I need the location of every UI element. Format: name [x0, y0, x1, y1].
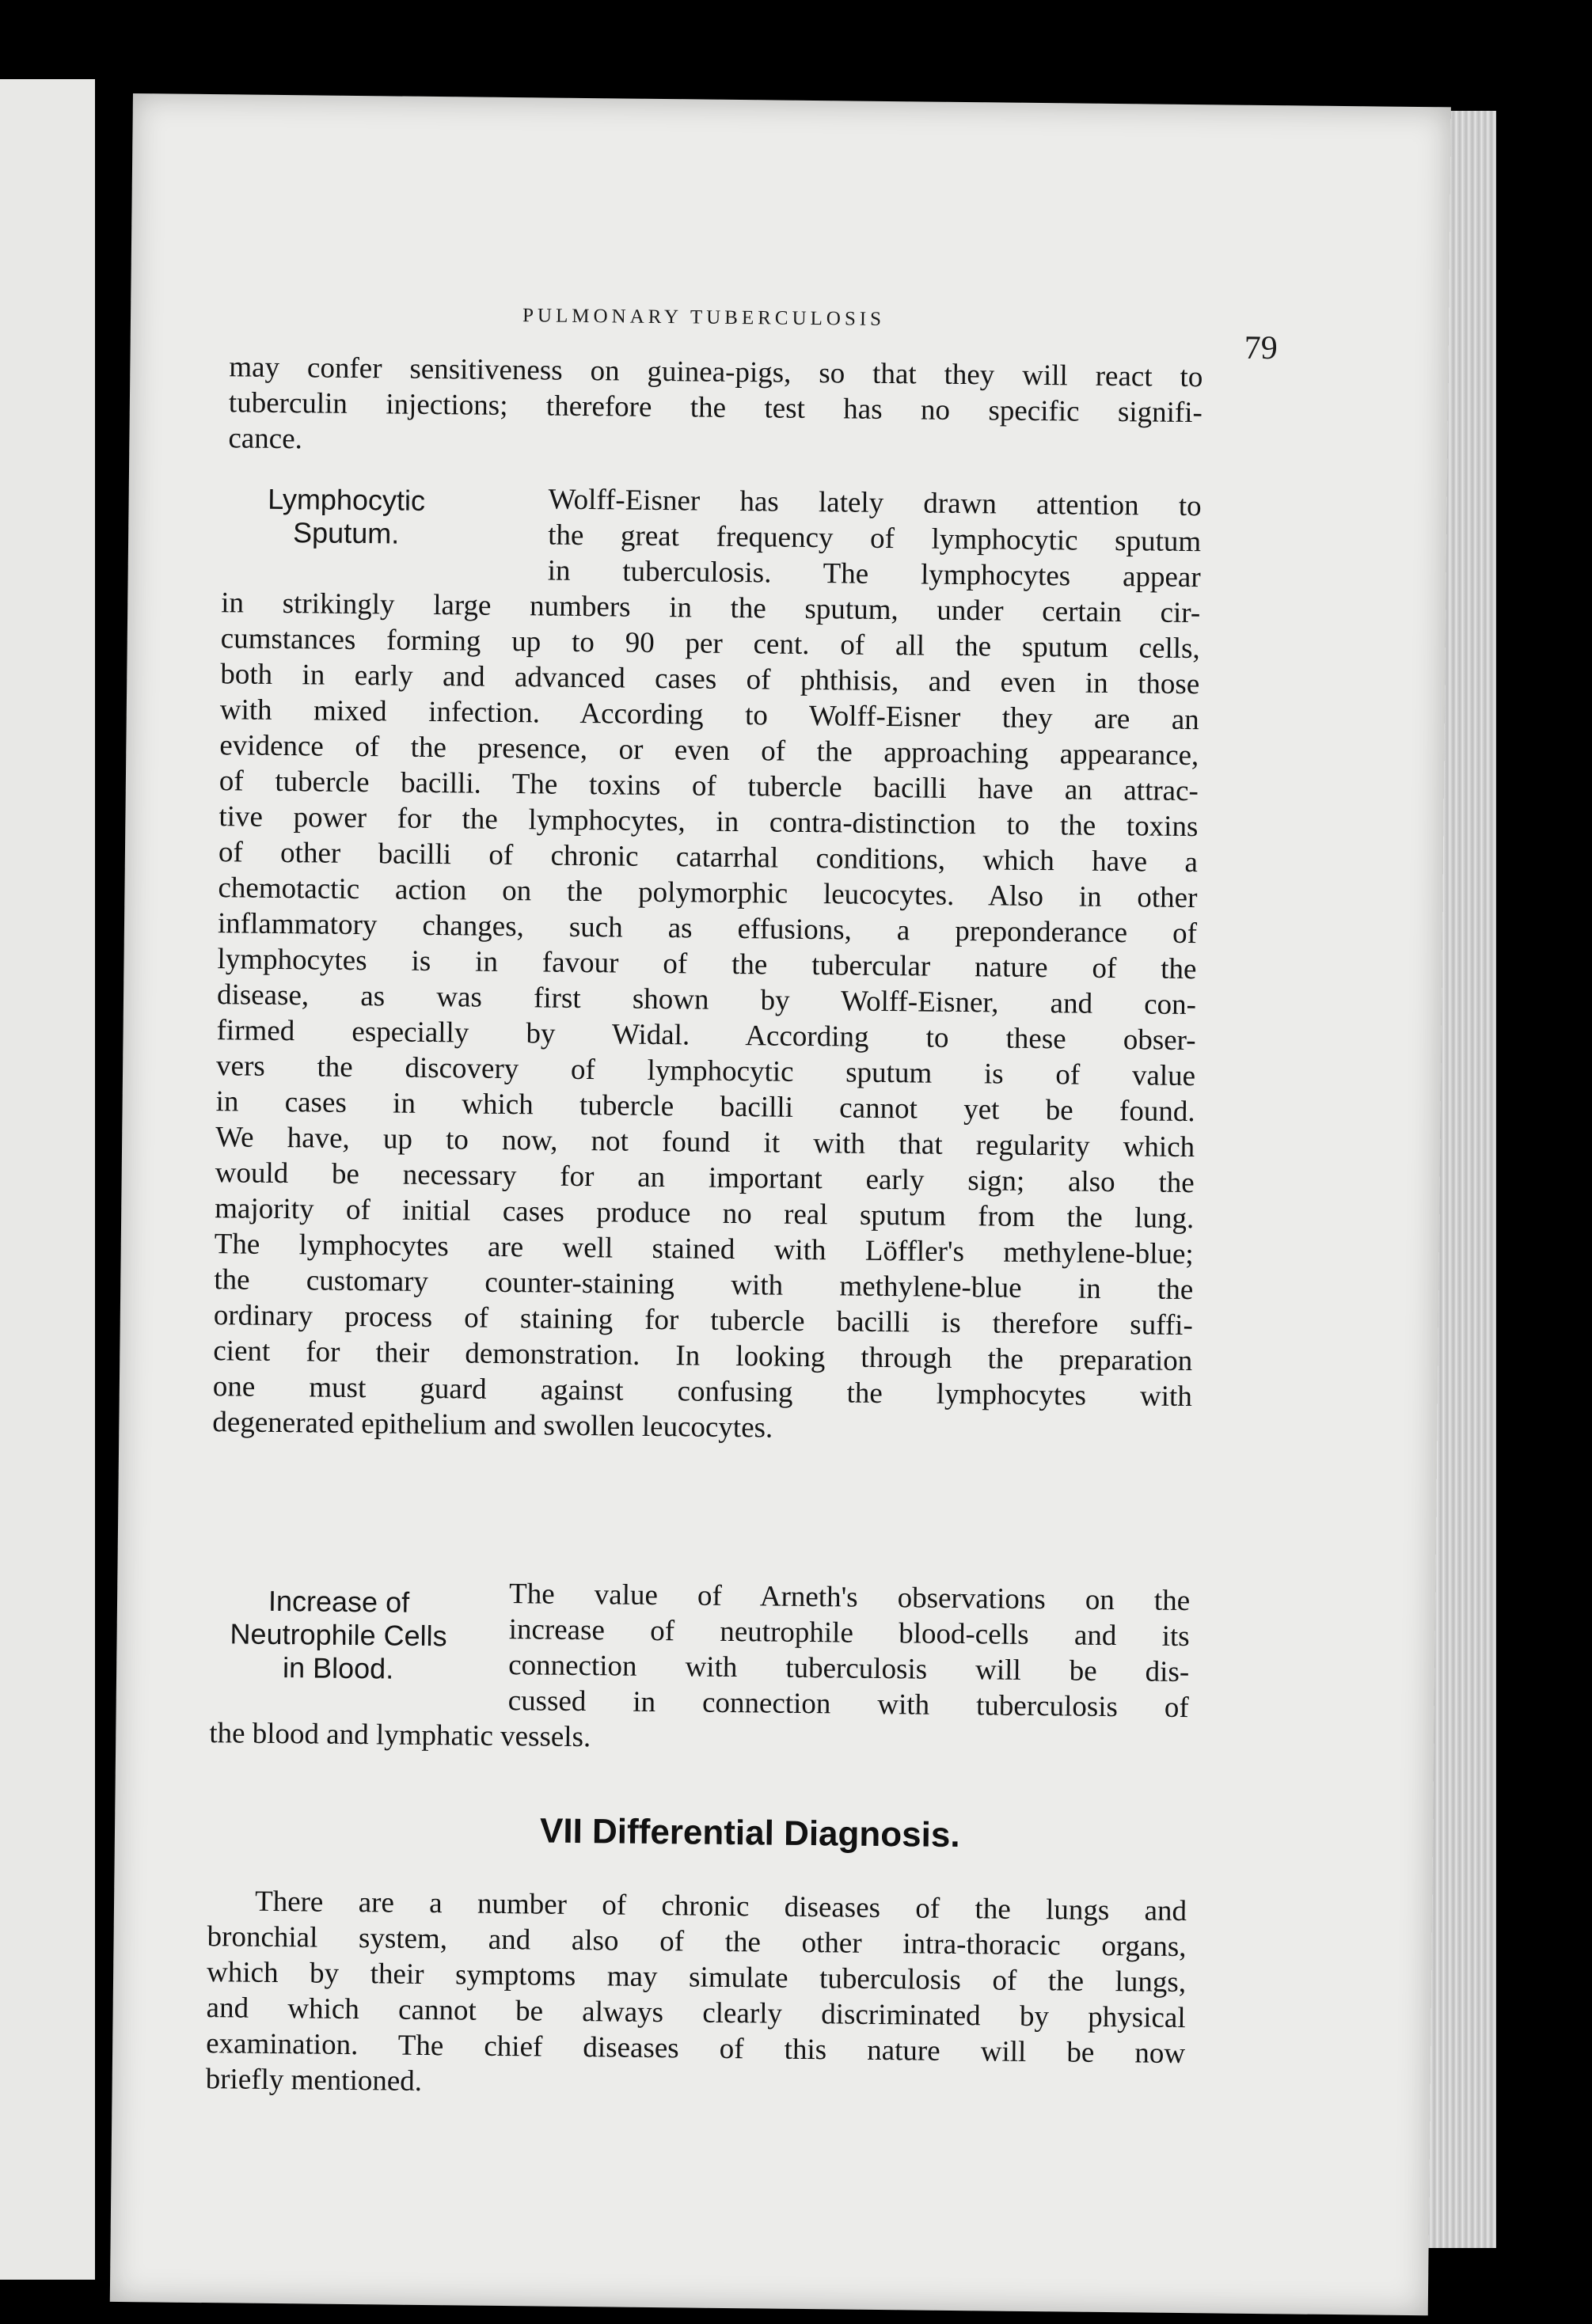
text-line: bronchial system, and also of the other intra-thoracic organs, — [207, 1920, 1187, 1964]
text-line: disease, as was first shown by Wolff-Eisner, and con- — [216, 978, 1197, 1022]
text-line: majority of initial cases produce no real sputum from the lung. — [215, 1192, 1195, 1236]
text-line: The lymphocytes are well stained with Löffler's methylene-blue; — [214, 1228, 1194, 1271]
sidenote-line: in Blood. — [282, 1651, 394, 1685]
text-line: tuberculin injections; therefore the test has no specific signifi- — [228, 386, 1203, 430]
top-paragraph — [228, 349, 1203, 466]
text-line: tive power for the lymphocytes, in contra-distinction to the toxins — [218, 800, 1199, 844]
text-line: in tuberculosis. The lymphocytes appear — [547, 554, 1201, 594]
text-line: both in early and advanced cases of phthisis, and even in those — [220, 658, 1200, 701]
text-line: of tubercle bacilli. The toxins of tubercle bacilli have an attrac- — [218, 765, 1199, 808]
text-line: ordinary process of staining for tubercle bacilli is therefore suffi- — [213, 1299, 1193, 1342]
text-line: connection with tuberculosis will be dis- — [508, 1649, 1190, 1689]
section-heading: VII Differential Diagnosis. — [539, 1811, 960, 1855]
text-line: We have, up to now, not found it with that regularity which — [215, 1121, 1195, 1164]
text-line: may confer sensitiveness on guinea-pigs, so that they will react to — [229, 351, 1203, 394]
text-line: The value of Arneth's observations on the — [508, 1578, 1191, 1618]
text-line: in strikingly large numbers in the sputum, under certain cir- — [221, 587, 1201, 630]
text-line: of other bacilli of chronic catarrhal conditions, which have a — [218, 836, 1199, 879]
text-line: increase of neutrophile blood-cells and its — [508, 1613, 1190, 1654]
text-line: There are a number of chronic diseases of the lungs and — [254, 1885, 1187, 1928]
paragraph-3 — [205, 1883, 1187, 2107]
sidenote-line: Increase of — [268, 1584, 410, 1619]
text-line: inflammatory changes, such as effusions, a preponderance of — [217, 907, 1198, 951]
text-line: vers the discovery of lymphocytic sputum is of value — [215, 1050, 1196, 1093]
text-line: evidence of the presence, or even of the approaching appearance, — [219, 729, 1199, 773]
text-line: which by their symptoms may simulate tuberculosis of the lungs, — [206, 1956, 1187, 1999]
text-line: the customary counter-staining with methylene-blue in the — [214, 1263, 1194, 1307]
left-page-edge — [0, 79, 95, 2280]
text-line: briefly mentioned. — [205, 2063, 423, 2098]
text-line: lymphocytes is in favour of the tubercular nature of the — [217, 943, 1197, 986]
paragraph-2-indented — [508, 1576, 1191, 1726]
sidenote-line: Sputum. — [292, 516, 400, 550]
text-line: the great frequency of lymphocytic sputum — [547, 518, 1202, 559]
text-line: the blood and lymphatic vessels. — [209, 1717, 591, 1754]
page-number: 79 — [1244, 329, 1278, 367]
text-line: cumstances forming up to 90 per cent. of all the sputum cells, — [220, 622, 1200, 666]
text-line: degenerated epithelium and swollen leucocytes. — [212, 1406, 773, 1445]
sidenote-lymphocytic-sputum — [247, 483, 446, 552]
book-page — [110, 93, 1451, 2315]
sidenote-increase-neutrophile — [203, 1584, 473, 1687]
text-line: would be necessary for an important early sign; also the — [215, 1156, 1195, 1200]
sidenote-line: Lymphocytic — [268, 482, 426, 517]
text-line: cance. — [228, 422, 303, 456]
text-line: in cases in which tubercle bacilli cannot yet be found. — [215, 1085, 1195, 1129]
sidenote-line: Neutrophile Cells — [230, 1617, 447, 1653]
text-line: firmed especially by Widal. According to these obser- — [216, 1014, 1196, 1058]
paragraph-1-body — [212, 585, 1200, 1450]
text-line: chemotactic action on the polymorphic leucocytes. Also in other — [218, 872, 1198, 915]
text-line: examination. The chief diseases of this nature will be now — [205, 2027, 1186, 2071]
running-head: PULMONARY TUBERCULOSIS — [522, 305, 886, 330]
paragraph-1-indented — [547, 482, 1201, 596]
text-line: one must guard against confusing the lymphocytes with — [212, 1370, 1193, 1414]
text-line: Wolff-Eisner has lately drawn attention to — [548, 483, 1202, 523]
text-line: with mixed infection. According to Wolff-Eisner they are an — [219, 693, 1199, 737]
text-line: cussed in connection with tuberculosis of — [507, 1684, 1189, 1725]
text-line: and which cannot be always clearly discriminated by physical — [206, 1992, 1186, 2035]
text-line: cient for their demonstration. In looking through the preparation — [213, 1335, 1193, 1378]
